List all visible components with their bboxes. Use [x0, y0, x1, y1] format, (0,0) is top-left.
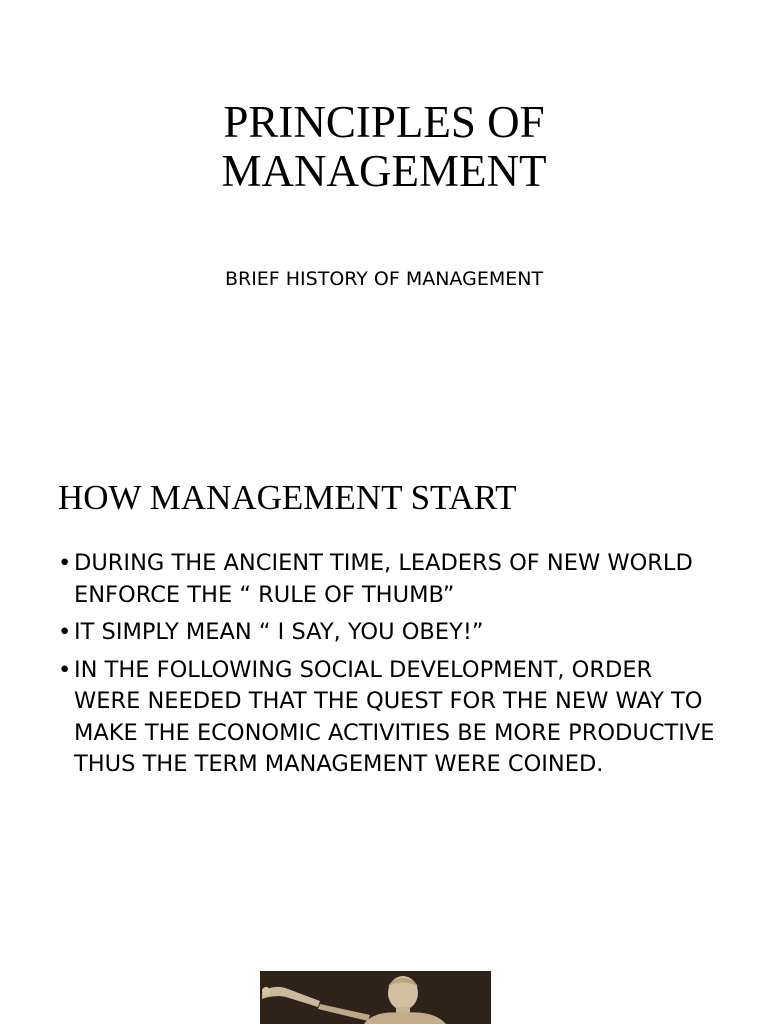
title-line-2: MANAGEMENT — [221, 146, 547, 196]
title-slide — [0, 0, 768, 420]
statue-illustration-icon — [260, 971, 491, 1024]
bullet-item — [58, 617, 718, 649]
slide-heading: HOW MANAGEMENT START — [58, 478, 517, 517]
bullet-icon: • — [58, 656, 72, 683]
slide-title — [0, 98, 768, 196]
bullet-list — [58, 548, 718, 787]
bullet-icon: • — [58, 619, 72, 645]
slide-subtitle: BRIEF HISTORY OF MANAGEMENT — [224, 268, 544, 290]
content-slide — [0, 440, 768, 960]
bullet-icon: • — [58, 550, 72, 576]
bullet-text: IN THE FOLLOWING SOCIAL DEVELOPMENT, ORDER WERE NEEDED THAT THE QUEST FOR THE NEW WAY TO MAKE THE ECONOMIC ACTIVITIES BE MORE PRODUCTIVE THUS THE TERM MANAGEMENT WERE COINED. — [74, 656, 715, 777]
bullet-text: IT SIMPLY MEAN “ I SAY, YOU OBEY!” — [74, 619, 484, 645]
title-line-1: PRINCIPLES OF — [223, 97, 545, 147]
bullet-item — [58, 548, 718, 611]
statue-photo — [260, 971, 491, 1024]
bullet-text: DURING THE ANCIENT TIME, LEADERS OF NEW WORLD ENFORCE THE “ RULE OF THUMB” — [74, 550, 693, 608]
bullet-item — [58, 655, 718, 781]
